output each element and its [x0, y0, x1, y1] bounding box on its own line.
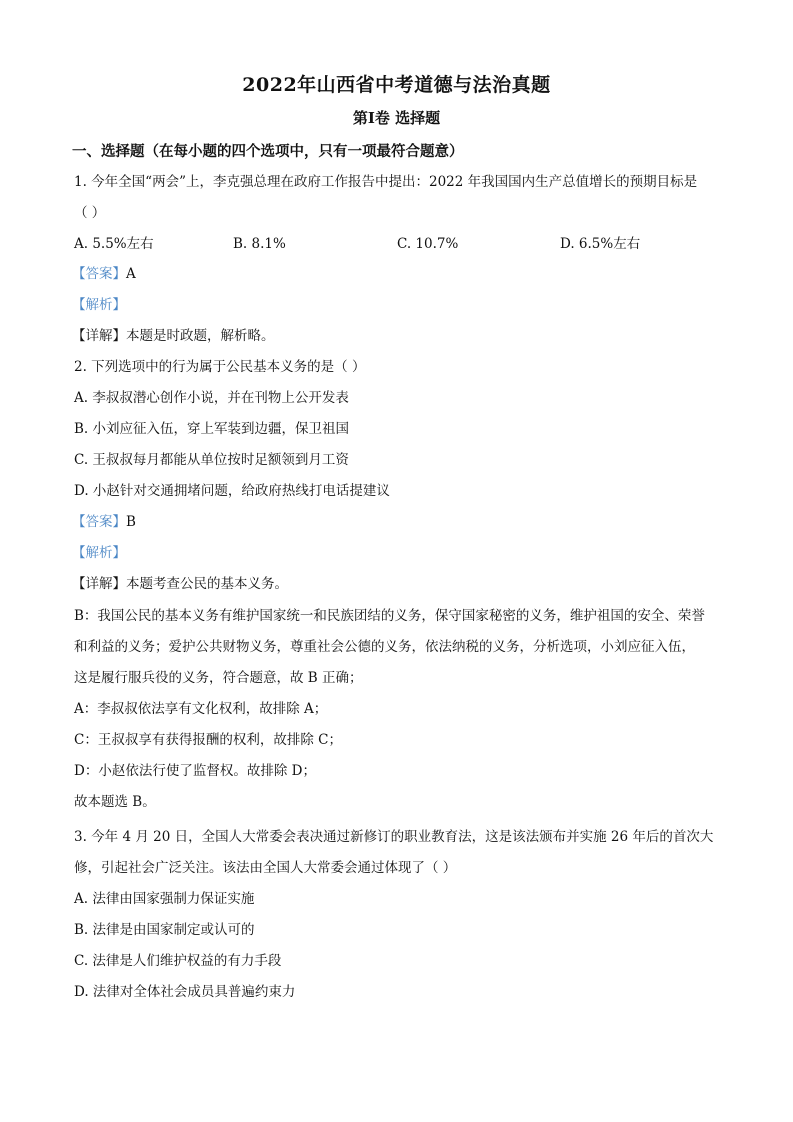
- question-1-stem-line-2: （ ）: [74, 205, 106, 221]
- question-2-detail-line-7: D：小赵依法行使了监督权。故排除 D；: [74, 763, 316, 779]
- question-3-option-b: B. 法律是由国家制定或认可的: [74, 922, 255, 938]
- question-2-detail: [72, 575, 288, 593]
- detail-text: 本题是时政题，解析略。: [126, 328, 275, 344]
- question-2-detail-line-5: A：李叔叔依法享有文化权利，故排除 A；: [74, 701, 328, 717]
- question-2-answer: [72, 513, 136, 531]
- question-2-detail-line-2: B：我国公民的基本义务有维护国家统一和民族团结的义务，保守国家秘密的义务，维护祖国的安全、荣誉: [74, 608, 705, 624]
- question-2-option-b: B. 小刘应征入伍，穿上军装到边疆，保卫祖国: [74, 421, 350, 437]
- question-2-detail-line-8: 故本题选 B。: [74, 794, 156, 810]
- question-2-stem: 2. 下列选项中的行为属于公民基本义务的是（ ）: [74, 359, 366, 375]
- detail-label: 【详解】: [72, 576, 126, 592]
- question-1-option-d: D. 6.5%左右: [560, 236, 641, 252]
- question-2-detail-line-3: 和利益的义务；爱护公共财物义务，尊重社会公德的义务，依法纳税的义务，分析选项，小刘应征入伍，: [74, 639, 695, 655]
- answer-label: 【答案】: [72, 266, 126, 282]
- question-2-option-c: C. 王叔叔每月都能从单位按时足额领到月工资: [74, 452, 349, 468]
- question-1-stem-line-1: 1. 今年全国“两会”上，李克强总理在政府工作报告中提出：2022 年我国国内生产总值增长的预期目标是: [74, 174, 698, 190]
- detail-label: 【详解】: [72, 328, 126, 344]
- part-subtitle: 第Ⅰ卷 选择题: [352, 109, 441, 127]
- question-2-option-a: A. 李叔叔潜心创作小说，并在刊物上公开发表: [74, 390, 349, 406]
- question-1-option-a: A. 5.5%左右: [74, 236, 154, 252]
- question-3-stem-line-2: 修，引起社会广泛关注。该法由全国人大常委会通过体现了（ ）: [74, 860, 457, 876]
- question-1-option-c: C. 10.7%: [397, 236, 459, 252]
- question-3-option-a: A. 法律由国家强制力保证实施: [74, 891, 255, 907]
- question-1-analysis-label: 【解析】: [72, 297, 126, 313]
- question-3-stem-line-1: 3. 今年 4 月 20 日，全国人大常委会表决通过新修订的职业教育法，这是该法颁布并实施 26 年后的首次大: [74, 829, 714, 845]
- answer-value: A: [126, 266, 136, 282]
- question-1-option-b: B. 8.1%: [233, 236, 286, 252]
- question-1-answer: [72, 265, 136, 283]
- question-3-option-d: D. 法律对全体社会成员具普遍约束力: [74, 984, 296, 1000]
- question-3-option-c: C. 法律是人们维护权益的有力手段: [74, 953, 282, 969]
- section-heading: 一、选择题（在每小题的四个选项中，只有一项最符合题意）: [72, 143, 464, 160]
- page-title: 2022年山西省中考道德与法治真题: [242, 74, 551, 96]
- question-1-detail: [72, 327, 275, 345]
- question-2-detail-line-6: C：王叔叔享有获得报酬的权利，故排除 C；: [74, 732, 342, 748]
- question-2-analysis-label: 【解析】: [72, 545, 126, 561]
- answer-label: 【答案】: [72, 514, 126, 530]
- question-2-detail-line-4: 这是履行服兵役的义务，符合题意，故 B 正确；: [74, 670, 363, 686]
- detail-text: 本题考查公民的基本义务。: [126, 576, 288, 592]
- answer-value: B: [126, 514, 136, 530]
- question-2-option-d: D. 小赵针对交通拥堵问题，给政府热线打电话提建议: [74, 483, 390, 499]
